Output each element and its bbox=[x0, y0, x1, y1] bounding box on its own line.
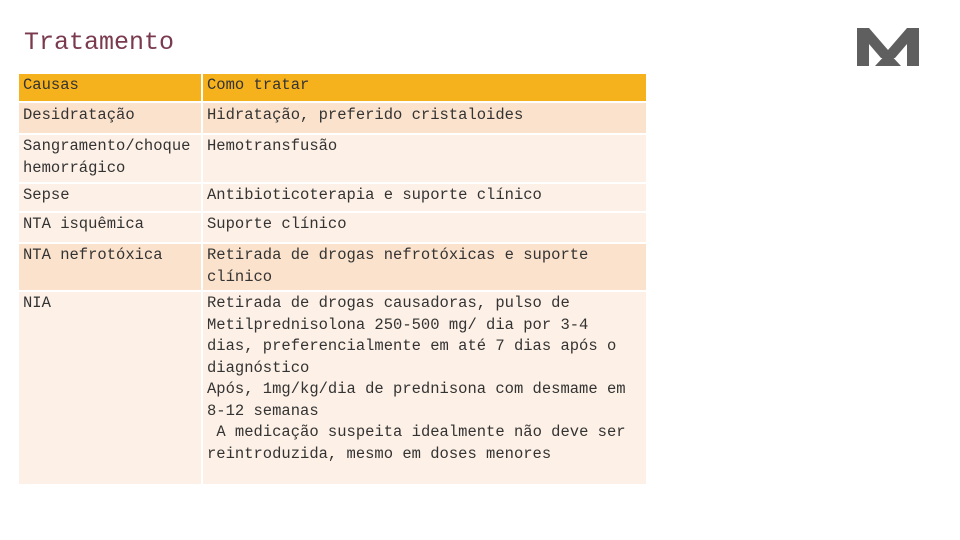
header-causes: Causas bbox=[19, 74, 201, 101]
slide-title: Tratamento bbox=[24, 28, 175, 57]
header-treatment: Como tratar bbox=[203, 74, 646, 101]
cause-cell: Sangramento/choque hemorrágico bbox=[19, 135, 201, 182]
treatment-cell: Antibioticoterapia e suporte clínico bbox=[203, 184, 646, 211]
table-row bbox=[19, 244, 646, 290]
treatment-cell: Hemotransfusão bbox=[203, 135, 646, 182]
table-header-row bbox=[19, 74, 646, 101]
table-row bbox=[19, 103, 646, 133]
m-logo-icon bbox=[857, 26, 919, 68]
treatment-table bbox=[17, 72, 648, 486]
treatment-cell: Retirada de drogas nefrotóxicas e suporte clínico bbox=[203, 244, 646, 290]
cause-cell: NTA nefrotóxica bbox=[19, 244, 201, 290]
cause-cell: Sepse bbox=[19, 184, 201, 211]
table-row bbox=[19, 184, 646, 211]
treatment-cell: Hidratação, preferido cristaloides bbox=[203, 103, 646, 133]
table-row bbox=[19, 135, 646, 182]
table-row bbox=[19, 213, 646, 242]
cause-cell: NTA isquêmica bbox=[19, 213, 201, 242]
cause-cell: NIA bbox=[19, 292, 201, 484]
table-row bbox=[19, 292, 646, 484]
treatment-cell: Suporte clínico bbox=[203, 213, 646, 242]
cause-cell: Desidratação bbox=[19, 103, 201, 133]
treatment-cell: Retirada de drogas causadoras, pulso de Metilprednisolona 250-500 mg/ dia por 3-4 dias, preferencialmente em até 7 dias após o diagnóstico Após, 1mg/kg/dia de prednisona com desmame em 8-12 semanas A medicação suspeita idealmente não deve ser reintroduzida, mesmo em doses menores bbox=[203, 292, 646, 484]
